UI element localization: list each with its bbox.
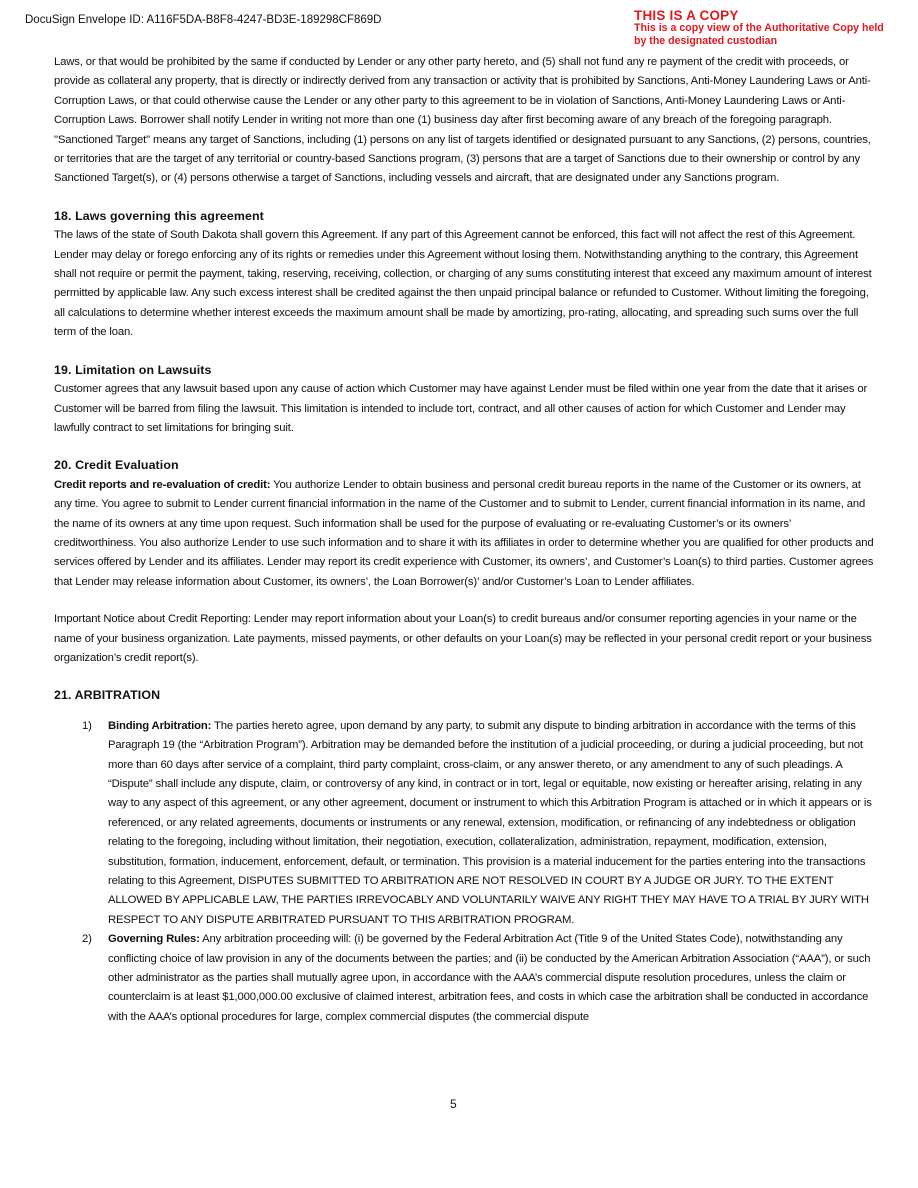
section-21-heading: 21. ARBITRATION bbox=[54, 688, 161, 703]
credit-reports-lead: Credit reports and re-evaluation of credit: bbox=[54, 478, 271, 491]
section-19-text: Customer agrees that any lawsuit based upon any cause of action which Customer may have against Lender must be filed within one year from the date that it arises or Customer will be barred from filing the lawsuit. This limitation is intended to include tort, contract, and all other causes of action for which Customer and Lender may lawfully contract to set limitations for bringing suit. bbox=[54, 383, 868, 434]
credit-reports-text: You authorize Lender to obtain business and personal credit bureau reports in the name of the Customer or its owners, at any time. You agree to submit to Lender current financial information in the name of the Customer and to submit to Lender, current financial information in its name, and the name of its owners at any time upon request. Such information shall be used for the purpose of evaluating or re-evaluating Customer’s or its owners’ creditworthiness. You also authorize Lender to use such information and to share it with its affiliates in order to determine whether you are qualified for other products and services offered by Lender and its affiliates. Lender may report its credit experience with Customer, its owners’, and Customer’s Loan(s) to third parties. Customer agrees that Lender may release information about Customer, its owners’, the Loan Borrower(s)’ and/or Customer’s Loan to Lender affiliates. bbox=[54, 478, 874, 588]
copy-stamp-title: THIS IS A COPY bbox=[634, 8, 739, 23]
section-20-text bbox=[54, 476, 874, 592]
arbitration-item bbox=[54, 930, 874, 1027]
copy-stamp-note-1: This is a copy view of the Authoritative Copy held bbox=[634, 22, 884, 34]
section-19-heading: 19. Limitation on Lawsuits bbox=[54, 362, 212, 377]
governing-rules-text: Any arbitration proceeding will: (i) be governed by the Federal Arbitration Act (Title 9 of the United States Code), notwithstanding any conflicting choice of law provision in any of the documents between the parties; and (ii) be conducted by the American Arbitration Association (“AAA”), or such other administrator as the parties shall mutually agree upon, in accordance with the AAA’s commercial dispute resolution procedures, unless the claim or counterclaim is at least $1,000,000.00 exclusive of claimed interest, arbitration fees, and costs in which case the arbitration shall be conducted in accordance with the AAA’s optional procedures for large, complex commercial disputes (the commercial dispute bbox=[108, 933, 871, 1023]
page-number: 5 bbox=[450, 1097, 457, 1111]
arbitration-item-number: 1) bbox=[82, 719, 92, 732]
arbitration-list bbox=[54, 717, 874, 1028]
document-body bbox=[54, 53, 874, 1027]
section-17-continuation: Laws, or that would be prohibited by the same if conducted by Lender or any other party hereto, and (5) shall not fund any re payment of the credit with proceeds, or provide as collateral any property, that is directly or indirectly derived from any transaction or activity that is prohibited by Sanctions, Anti-Money Laundering Laws or Anti-Corruption Laws, or that could otherwise cause the Lender or any other party to this agreement to be in violation of Sanctions, Anti-Money Laundering Laws or Anti-Corruption Laws. Borrower shall notify Lender in writing not more than one (1) business day after first becoming aware of any breach of the foregoing paragraph. "Sanctioned Target" means any target of Sanctions, including (1) persons on any list of targets identified or designated pursuant to any Sanctions, (2) persons, countries, or territories that are the target of any territorial or country-based Sanctions program, (3) persons that are a target of Sanctions due to their ownership or control by any Sanctioned Target(s), or (4) persons otherwise a target of Sanctions, including vessels and aircraft, that are designated under any Sanctions program. bbox=[54, 56, 871, 185]
binding-arbitration-lead: Binding Arbitration: bbox=[108, 719, 212, 732]
governing-rules-lead: Governing Rules: bbox=[108, 933, 200, 946]
section-20-heading: 20. Credit Evaluation bbox=[54, 458, 179, 473]
envelope-id: DocuSign Envelope ID: A116F5DA-B8F8-4247-BD3E-189298CF869D bbox=[25, 14, 382, 26]
binding-arbitration-text: The parties hereto agree, upon demand by any party, to submit any dispute to binding arbitration in accordance with the terms of this Paragraph 19 (the “Arbitration Program”). Arbitration may be demanded before the institution of a judicial proceeding, or during a judicial proceeding, but not more than 60 days after service of a complaint, third party complaint, cross-claim, or any answer thereto, or any amendment to any of such pleadings. A “Dispute” shall include any dispute, claim, or controversy of any kind, in contract or in tort, legal or equitable, now existing or hereafter arising, relating in any way to any aspect of this agreement, or any other agreement, document or instrument to which this Arbitration Program is attached or in which it appears or is referenced, or any related agreements, documents or instruments or any renewal, extension, modification, or refinancing of any indebtedness or obligation relating to the foregoing, including without limitation, their negotiation, execution, collateralization, administration, repayment, modification, extension, substitution, formation, inducement, enforcement, default, or termination. This provision is a material inducement for the parties entering into the transactions relating to this Agreement, DISPUTES SUBMITTED TO ARBITRATION ARE NOT RESOLVED IN COURT BY A JUDGE OR JURY. TO THE EXTENT ALLOWED BY APPLICABLE LAW, THE PARTIES IRREVOCABLY AND VOLUNTARILY WAIVE ANY RIGHT THEY MAY HAVE TO A TRIAL BY JURY WITH RESPECT TO ANY DISPUTE ARBITRATED PURSUANT TO THIS ARBITRATION PROGRAM. bbox=[108, 719, 872, 926]
copy-stamp-note-2: by the designated custodian bbox=[634, 35, 778, 47]
arbitration-item-number: 2) bbox=[82, 933, 92, 946]
section-18-heading: 18. Laws governing this agreement bbox=[54, 208, 264, 223]
arbitration-item bbox=[54, 717, 874, 930]
section-18-text: The laws of the state of South Dakota shall govern this Agreement. If any part of this Agreement cannot be enforced, this fact will not affect the rest of this Agreement. Lender may delay or forego enforcing any of its rights or remedies under this Agreement without losing them. Notwithstanding anything to the contrary, this Agreement shall not require or permit the payment, taking, reserving, receiving, collection, or charging of any sums constituting interest that exceed any maximum amount of interest permitted by applicable law. Any such excess interest shall be credited against the then unpaid principal balance or refunded to Customer. Without limiting the foregoing, all calculations to determine whether interest exceeds the maximum amount shall be made by amortizing, pro-rating, allocating, and spreading such sums over the full term of the loan. bbox=[54, 229, 872, 339]
credit-reporting-notice: Important Notice about Credit Reporting: Lender may report information about your Loan(s) to credit bureaus and/or consumer reporting agencies in your name or the name of your business organization. Late payments, missed payments, or other defaults on your Loan(s) may be reflected in your personal credit report or your business organization’s credit report(s). bbox=[54, 613, 872, 664]
copy-stamp bbox=[634, 9, 918, 48]
